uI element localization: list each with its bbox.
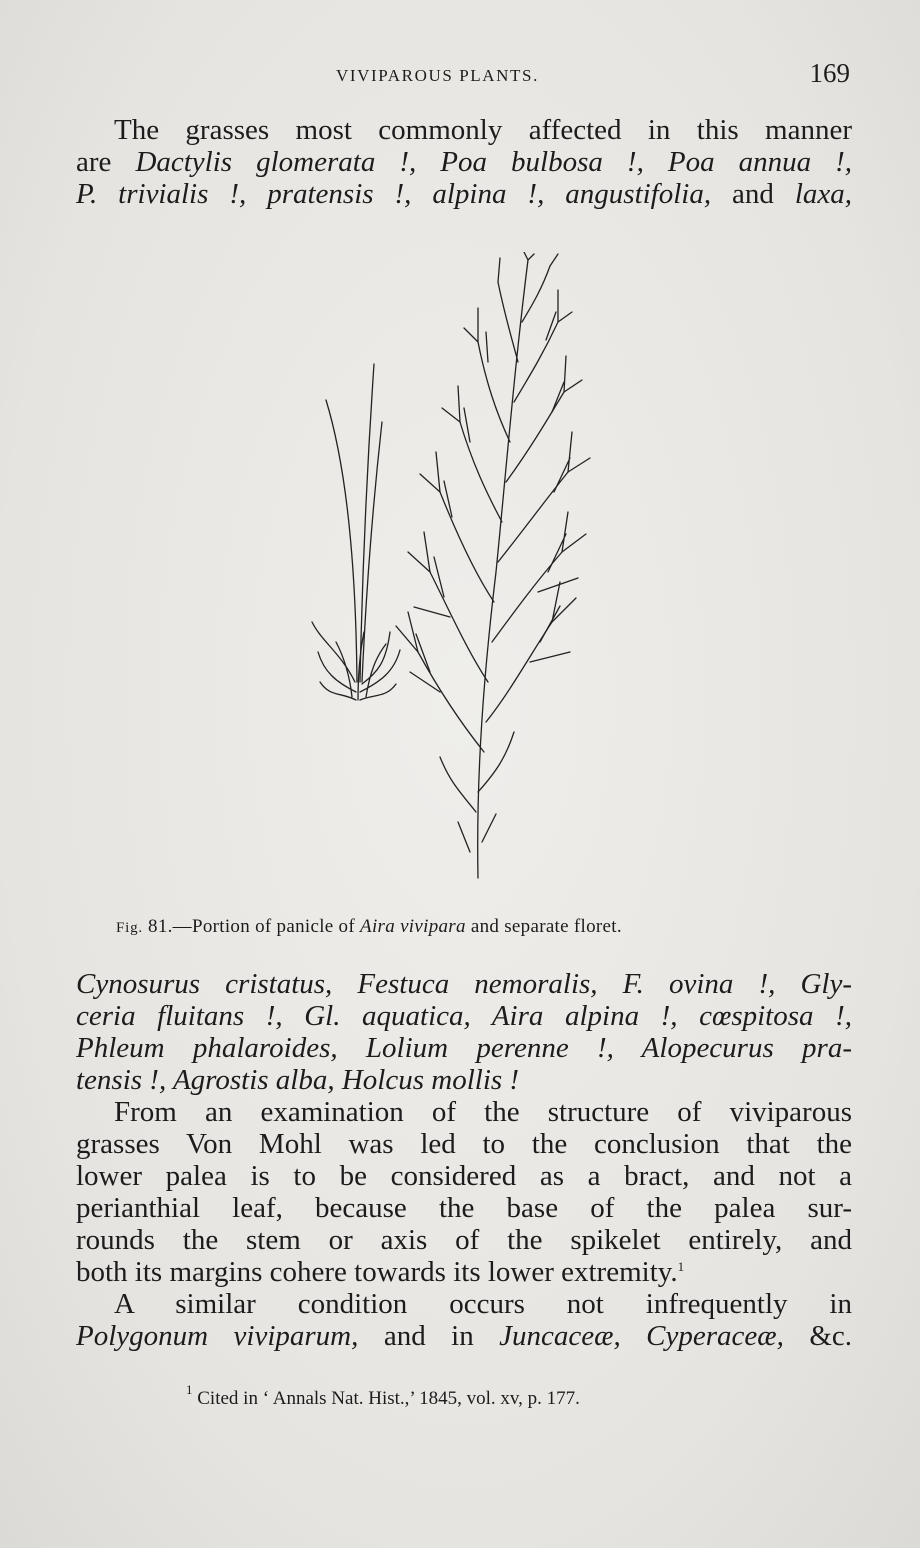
text-line: lower palea is to be considered as a bract, and not a xyxy=(76,1160,852,1192)
figure-caption: Fig. 81.—Portion of panicle of Aira vivipara and separate floret. xyxy=(116,916,622,937)
text-line: grasses Von Mohl was led to the conclusion that the xyxy=(76,1128,852,1160)
body-text xyxy=(76,968,852,1352)
page-number: 169 xyxy=(809,58,850,88)
text-line: The grasses most commonly affected in this manner xyxy=(114,114,852,146)
text-line: Cynosurus cristatus, Festuca nemoralis, F. ovina !, Gly- xyxy=(76,968,852,1000)
footnote-reference: 1 xyxy=(677,1259,685,1274)
text-line: rounds the stem or axis of the spikelet entirely, and xyxy=(76,1224,852,1256)
text-line: are Dactylis glomerata !, Poa bulbosa !, Poa annua !, xyxy=(76,146,853,178)
separate-floret-drawing xyxy=(312,364,400,700)
footnote: $^1$ Cited in ‘ Annals Nat. Hist.,’ 1845, vol. xv, p. 177. xyxy=(186,1382,580,1409)
text-line: P. trivialis !, pratensis !, alpina !, angustifolia, and laxa, xyxy=(76,178,853,210)
text-line: Polygonum viviparum, and in Juncaceæ, Cyperaceæ, &c. xyxy=(76,1320,852,1352)
running-title: VIVIPAROUS PLANTS. xyxy=(336,66,539,85)
text-line: tensis !, Agrostis alba, Holcus mollis ! xyxy=(76,1064,520,1096)
text-line: A similar condition occurs not infrequently in xyxy=(114,1288,852,1320)
grass-panicle-illustration xyxy=(300,252,630,892)
panicle-drawing xyxy=(396,252,590,878)
text-line: both its margins cohere towards its lower extremity.$^1$ xyxy=(76,1256,685,1288)
page-header xyxy=(76,58,850,98)
intro-paragraph xyxy=(76,114,852,210)
text-line: Phleum phalaroides, Lolium perenne !, Alopecurus pra- xyxy=(76,1032,852,1064)
text-line: From an examination of the structure of viviparous xyxy=(114,1096,852,1128)
text-line: ceria fluitans !, Gl. aquatica, Aira alpina !, cœspitosa !, xyxy=(76,1000,852,1032)
text-line: perianthial leaf, because the base of the palea sur- xyxy=(76,1192,852,1224)
